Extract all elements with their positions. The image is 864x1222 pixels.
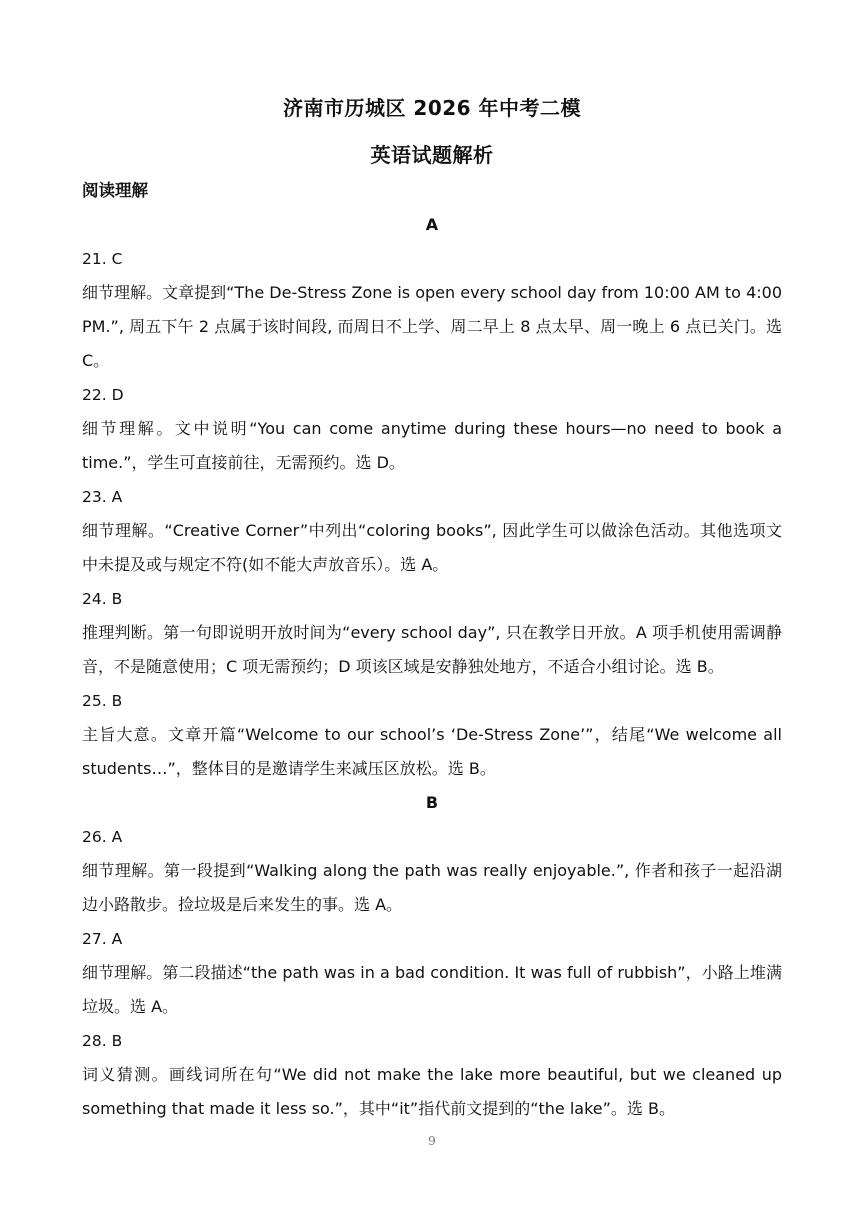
question-explanation-23: 细节理解。“Creative Corner”中列出“coloring books”, 因此学生可以做涂色活动。其他选项文中未提及或与规定不符(如不能大声放音乐）。选 A。 [82, 521, 782, 574]
question-explanation-25: 主旨大意。文章开篇“Welcome to our school’s ‘De-Stress Zone’”，结尾“We welcome all students…”，整体目的是邀请学生来减压区放松。选 B。 [82, 725, 782, 778]
question-explanation-28: 词义猜测。画线词所在句“We did not make the lake more beautiful, but we cleaned up something that made it less so.”，其中“it”指代前文提到的“the lake”。选 B。 [82, 1065, 782, 1118]
question-explanation-21: 细节理解。文章提到“The De-Stress Zone is open every school day from 10:00 AM to 4:00 PM.”, 周五下午 2 点属于该时间段, 而周日不上学、周二早上 8 点太早、周一晚上 6 点已关门。选 C。 [82, 283, 782, 370]
document-subtitle: 英语试题解析 [370, 143, 494, 167]
passage-heading-b: B [425, 793, 439, 812]
question-number-28: 28. B [82, 1032, 123, 1050]
question-number-25: 25. B [82, 692, 123, 710]
question-explanation-24: 推理判断。第一句即说明开放时间为“every school day”, 只在教学日开放。A 项手机使用需调静音，不是随意使用；C 项无需预约；D 项该区域是安静独处地方，不适合小组讨论。选 B。 [82, 623, 782, 676]
document-title: 济南市历城区 2026 年中考二模 [282, 96, 582, 120]
question-number-21: 21. C [82, 250, 123, 268]
question-number-27: 27. A [82, 930, 123, 948]
question-explanation-27: 细节理解。第二段描述“the path was in a bad condition. It was full of rubbish”，小路上堆满垃圾。选 A。 [82, 963, 782, 1016]
question-explanation-26: 细节理解。第一段提到“Walking along the path was really enjoyable.”, 作者和孩子一起沿湖边小路散步。捡垃圾是后来发生的事。选 A。 [82, 861, 782, 914]
section-heading: 阅读理解 [82, 181, 148, 200]
question-number-23: 23. A [82, 488, 123, 506]
page-number: 9 [428, 1134, 436, 1148]
question-explanation-22: 细节理解。文中说明“You can come anytime during these hours—no need to book a time.”，学生可直接前往，无需预约。选 D。 [82, 419, 782, 472]
passage-heading-a: A [425, 215, 439, 234]
question-number-26: 26. A [82, 828, 123, 846]
question-number-22: 22. D [82, 386, 124, 404]
document-body [82, 174, 782, 1126]
question-number-24: 24. B [82, 590, 123, 608]
